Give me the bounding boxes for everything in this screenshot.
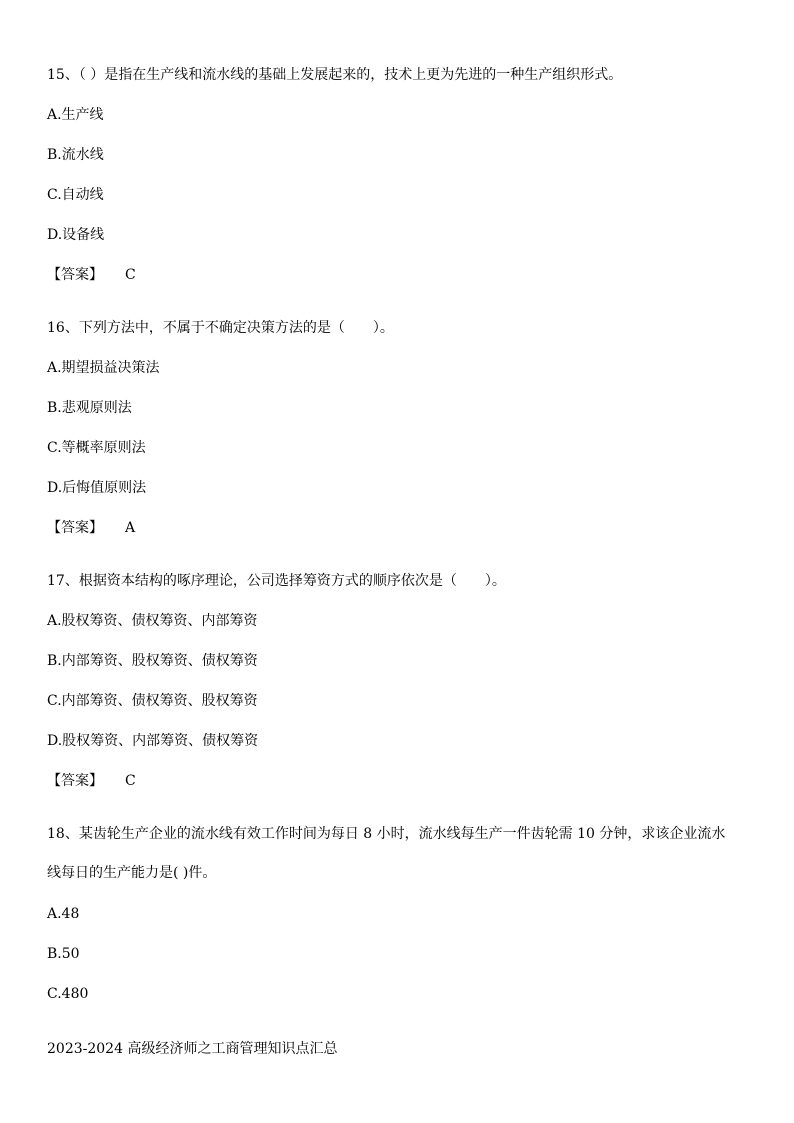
question-16-option-c: C.等概率原则法 [47,440,146,456]
question-18-option-b: B.50 [47,946,80,962]
question-16-option-d: D.后悔值原则法 [47,480,147,496]
answer-label: 【答案】 [47,773,103,789]
answer-value: A [125,520,136,536]
question-15-option-a: A.生产线 [47,107,104,123]
answer-value: C [125,267,136,283]
question-17-option-c: C.内部筹资、债权筹资、股权筹资 [47,693,258,709]
question-17-answer [47,772,136,790]
question-18-stem-line2: 线每日的生产能力是( )件。 [47,865,217,881]
question-16-option-a: A.期望损益决策法 [47,360,160,376]
question-17-option-a: A.股权筹资、债权筹资、内部筹资 [47,613,258,629]
question-15-option-d: D.设备线 [47,227,105,243]
question-15-stem: 15、（ ）是指在生产线和流水线的基础上发展起来的，技术上更为先进的一种生产组织形式。 [47,67,623,83]
answer-value: C [125,773,136,789]
question-17-stem: 17、根据资本结构的啄序理论，公司选择筹资方式的顺序依次是（ ）。 [47,573,506,589]
page-footer: 2023-2024 高级经济师之工商管理知识点汇总 [47,1041,338,1057]
question-15-option-c: C.自动线 [47,187,104,203]
question-18-stem-line1: 18、某齿轮生产企业的流水线有效工作时间为每日 8 小时，流水线每生产一件齿轮需 10 分钟，求该企业流水 [47,826,726,842]
question-16-option-b: B.悲观原则法 [47,400,132,416]
question-16-stem: 16、下列方法中，不属于不确定决策方法的是（ ）。 [47,320,394,336]
question-18-option-a: A.48 [47,906,80,922]
answer-label: 【答案】 [47,520,103,536]
question-16-answer [47,519,135,537]
question-17-option-d: D.股权筹资、内部筹资、债权筹资 [47,733,259,749]
question-15-option-b: B.流水线 [47,147,104,163]
question-17-option-b: B.内部筹资、股权筹资、债权筹资 [47,653,258,669]
question-18-option-c: C.480 [47,986,89,1002]
answer-label: 【答案】 [47,267,103,283]
question-15-answer [47,266,136,284]
